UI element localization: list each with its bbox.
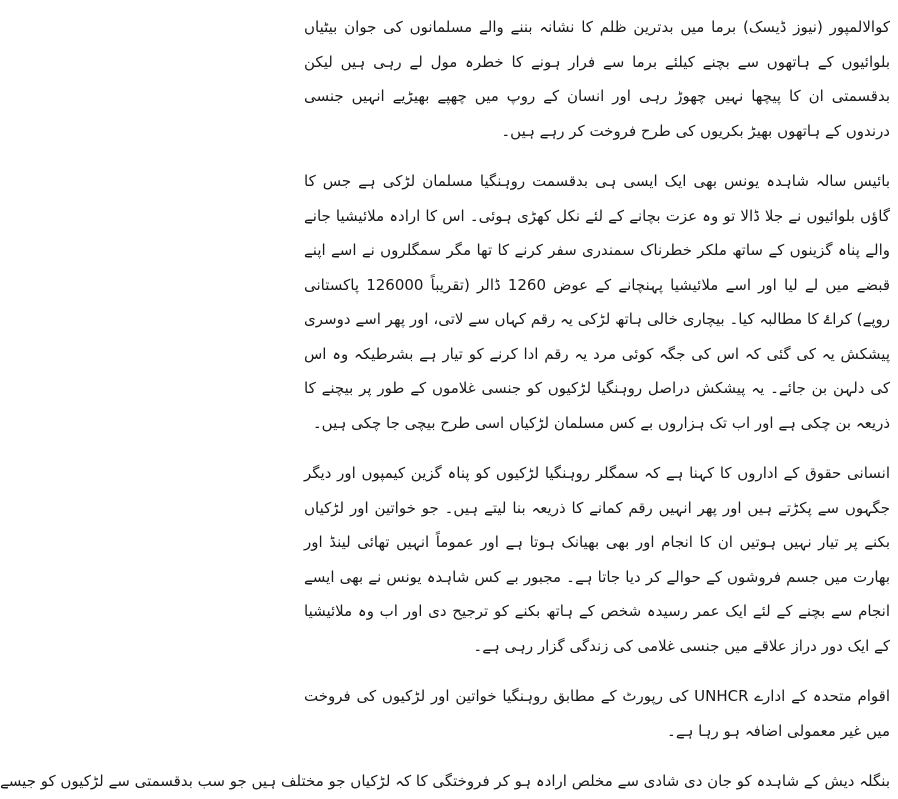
article-body <box>0 10 890 799</box>
article-paragraph-3: انسانی حقوق کے اداروں کا کہنا ہے کہ سمگلر روہنگیا لڑکیوں کو پناہ گزین کیمپوں اور دیگر جگہوں سے پکڑتے ہیں اور پھر انہیں رقم کمانے کا ذریعہ بنا لیتے ہیں۔ جو خواتین اور لڑکیاں بکنے پر تیار نہیں ہوتیں ان کا انجام اور بھی بھیانک ہوتا ہے اور عموماً انہیں تھائی لینڈ اور بھارت میں جسم فروشوں کے حوالے کر دیا جاتا ہے۔ مجبور بے کس شاہدہ یونس نے بھی ایسے انجام سے بچنے کے لئے ایک عمر رسیدہ شخص کے ہاتھ بکنے کو ترجیح دی اور اب وہ ملائیشیا کے ایک دور دراز علاقے میں جنسی غلامی کی زندگی گزار رہی ہے۔ <box>304 464 890 655</box>
article-paragraph-1: کوالالمپور (نیوز ڈیسک) برما میں بدترین ظلم کا نشانہ بننے والے مسلمانوں کی جوان بیٹیاں بلوائیوں کے ہاتھوں سے بچنے کیلئے برما سے فرار ہونے کا خطرہ مول لے رہی ہیں لیکن بدقسمتی ان کا پیچھا نہیں چھوڑ رہی اور انسان کے روپ میں چھپے بھیڑیے انہیں جنسی درندوں کے ہاتھوں بھیڑ بکریوں کی طرح فروخت کر رہے ہیں۔ <box>304 18 890 140</box>
article-paragraph-2: بائیس سالہ شاہدہ یونس بھی ایک ایسی ہی بدقسمت روہنگیا مسلمان لڑکی ہے جس کا گاؤں بلوائیوں نے جلا ڈالا تو وہ عزت بچانے کے لئے نکل کھڑی ہوئی۔ اس کا ارادہ ملائیشیا جانے والے پناہ گزینوں کے ساتھ ملکر خطرناک سمندری سفر کرنے کا تھا مگر سمگلروں نے اسے اپنے قبضے میں لے لیا اور اسے ملائیشیا پہنچانے کے عوض 1260 ڈالر (تقریباً 126000 پاکستانی روپے) کراۓ کا مطالبہ کیا۔ بیچاری خالی ہاتھ لڑکی یہ رقم کہاں سے لاتی، اور پھر اسے دوسری پیشکش یہ کی گئی کہ اس کی جگہ کوئی مرد یہ رقم ادا کرنے کو تیار ہے بشرطیکہ وہ اس کی دلہن بن جائے۔ یہ پیشکش دراصل روہنگیا لڑکیوں کو جنسی غلاموں کے طور پر بیچنے کا ذریعہ بن چکی ہے اور اب تک ہزاروں بے کس مسلمان لڑکیاں اسی طرح بیچی جا چکی ہیں۔ <box>304 172 890 432</box>
article-paragraph-4: اقوام متحدہ کے ادارے UNHCR کی رپورٹ کے مطابق روہنگیا خواتین اور لڑکیوں کی فروخت میں غیر معمولی اضافہ ہو رہا ہے۔ <box>304 687 890 740</box>
article-cut-off-line: بنگلہ دیش کے شاہدہ کو جان دی شادی سے مخلص ارادہ ہو کر فروختگی کا کہ لڑکیاں جو مختلف ہیں جو سب بدقسمتی سے لڑکیوں کو جیسے <box>0 772 890 790</box>
